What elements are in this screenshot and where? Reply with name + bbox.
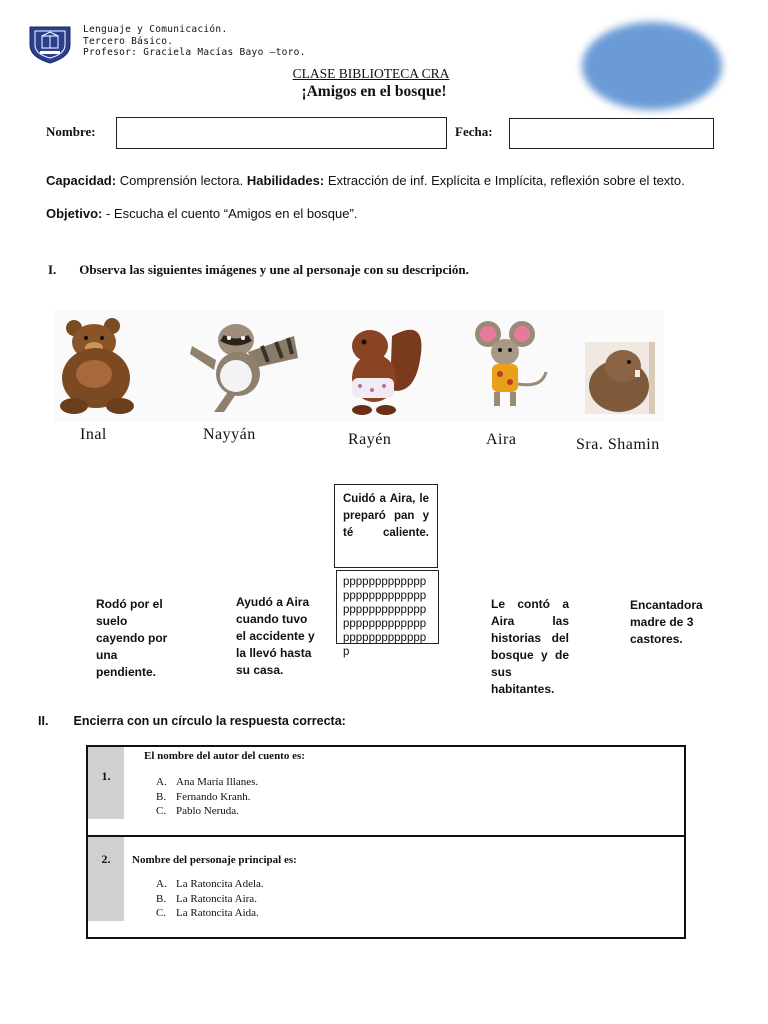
filler-box [336,570,439,658]
header-info [83,24,306,59]
skills-value: Extracción de inf. Explícita e Implícita, reflexión sobre el texto. [327,173,685,188]
question-number-1: 1. [88,747,124,819]
class-title: CLASE BIBLIOTECA CRA [292,66,450,81]
description-4: Le contó a Aira las historias del bosque y de sus habitantes. [491,597,569,696]
option-1c[interactable]: C. Pablo Neruda. [156,805,239,817]
name-label: Nombre: [46,124,96,139]
character-name-nayyan: Nayyán [203,426,256,443]
character-name-inal: Inal [80,426,107,443]
subject-line: Lenguaje y Comunicación. [83,24,228,35]
raccoon-icon [188,318,300,419]
description-1: Rodó por el suelo cayendo por una pendiente. [96,597,168,679]
teacher-line: Profesor: Graciela Macías Bayo –toro. [83,47,306,58]
character-name-sra-shamin: Sra. Shamin [576,436,660,453]
description-box-3 [334,484,438,568]
option-2b[interactable]: B. La Ratoncita Aira. [156,892,257,905]
story-title: ¡Amigos en el bosque! [301,83,447,100]
question-text-1: El nombre del autor del cuento es: [144,750,305,762]
question-number-2: 2. [88,837,124,921]
character-name-rayen: Rayén [348,431,392,448]
option-1a[interactable]: A. Ana María Illanes. [156,776,259,788]
description-2: Ayudó a Aira cuando tuvo el accidente y la llevó hasta su casa. [236,595,315,677]
question-1-options [156,775,258,819]
skills-label: Habilidades: [246,173,325,188]
question-text-2: Nombre del personaje principal es: [132,854,297,866]
grade-line: Tercero Básico. [83,35,174,47]
mouse-icon [470,318,552,419]
capacity-value: Comprensión lectora. [119,173,244,188]
objective-line [46,206,357,221]
school-crest-icon [26,21,74,65]
filler-text: pppppppppppppppppppppppppppppppppppppppppppppppppppppppppppppppppp [343,576,427,658]
section-1-instruction: Observa las siguientes imágenes y une al personaje con su descripción. [79,262,469,277]
capacity-label: Capacidad: [46,173,117,188]
name-field[interactable] [116,117,447,149]
question-row-2 [88,837,684,937]
option-2a[interactable]: A. La Ratoncita Adela. [156,878,264,890]
section-2-heading [38,714,346,728]
bear-icon [54,316,138,421]
question-row-1 [88,747,684,835]
objective-value: - Escucha el cuento “Amigos en el bosque”. [105,206,358,221]
option-1b[interactable]: B. Fernando Kranh. [156,790,251,803]
section-1-number: I. [48,262,57,277]
date-field[interactable] [509,118,714,149]
date-label: Fecha: [455,124,493,139]
character-name-aira: Aira [486,431,517,448]
question-2-options [156,877,264,921]
description-3: Cuidó a Aira, le preparó pan y té caliente. [343,493,429,539]
beaver-icon [585,342,655,419]
section-2-number: II. [38,714,49,728]
questions-table [86,745,686,939]
capacity-line [46,173,685,188]
section-1-heading [48,262,469,278]
description-5: Encantadora madre de 3 castores. [630,598,703,646]
option-2c[interactable]: C. La Ratoncita Aida. [156,907,259,919]
squirrel-icon [342,316,426,423]
objective-label: Objetivo: [46,206,103,221]
section-2-instruction: Encierra con un círculo la respuesta correcta: [73,714,346,728]
